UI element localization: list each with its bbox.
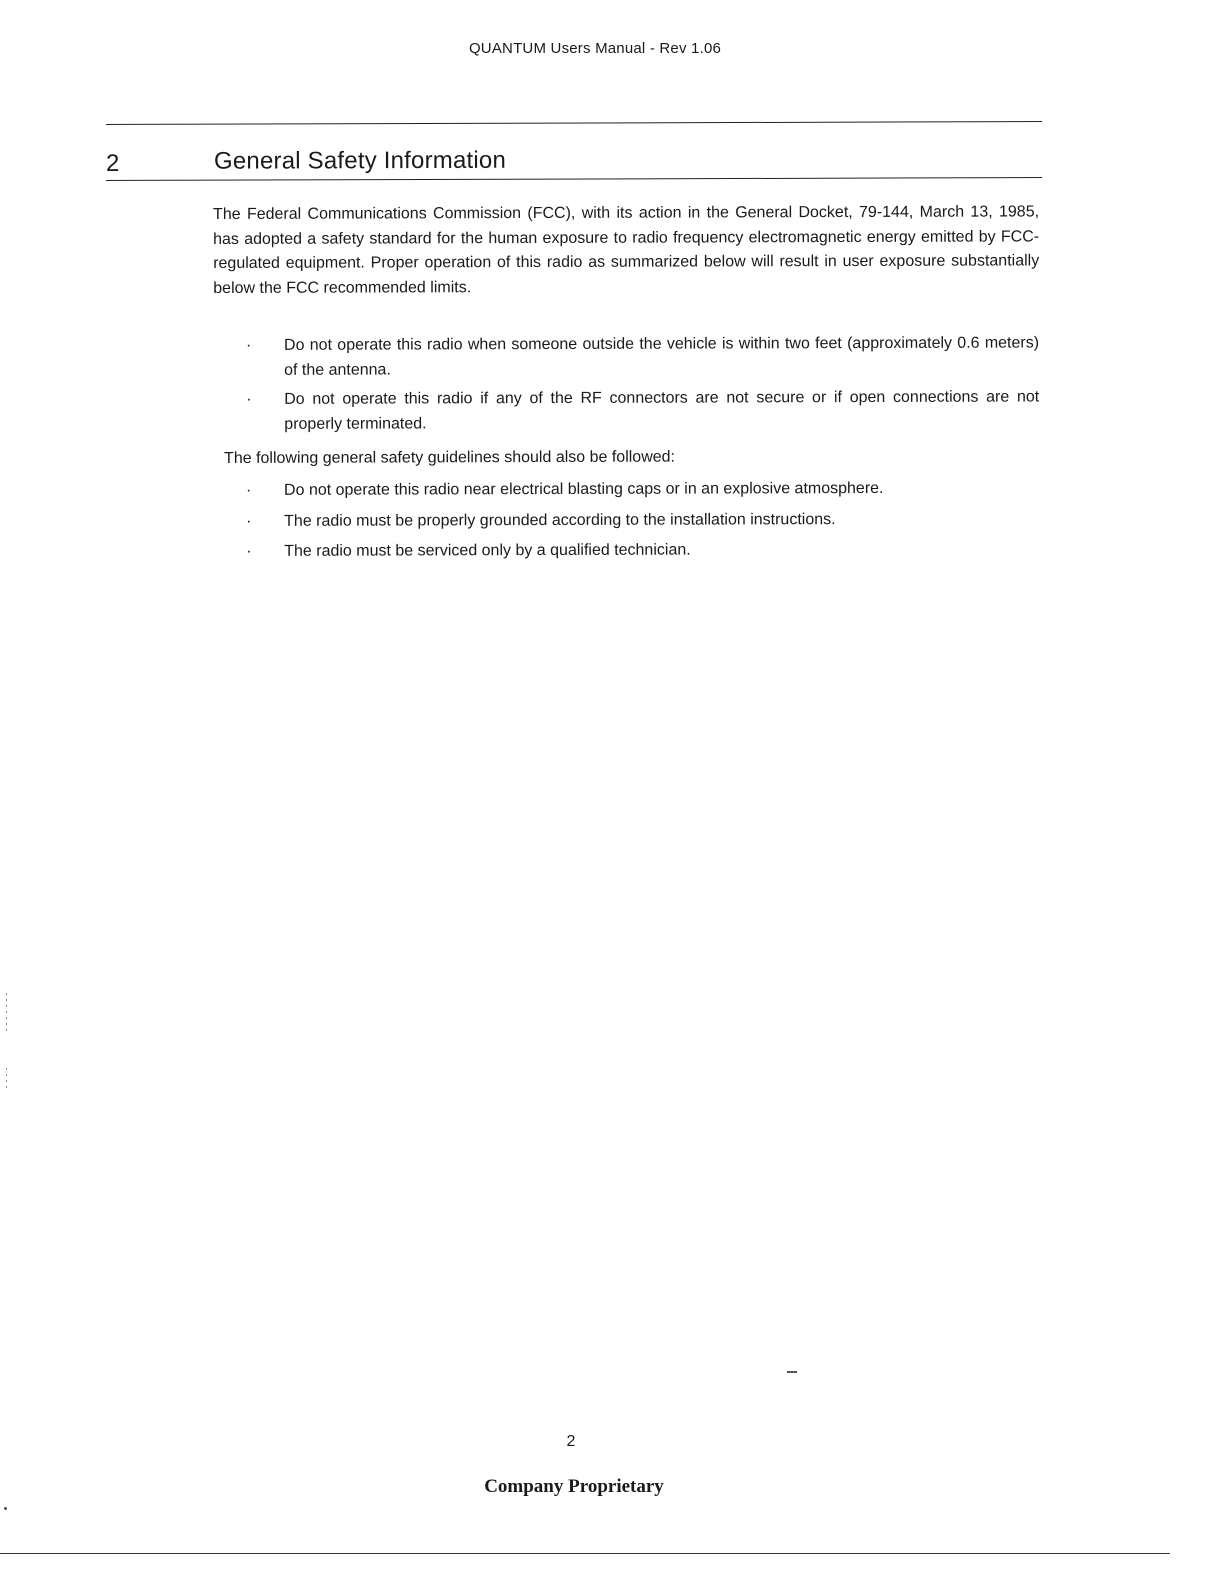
running-header: QUANTUM Users Manual - Rev 1.06 (468, 40, 722, 57)
margin-tick-marks (6, 1068, 7, 1088)
margin-tick-marks (6, 993, 7, 1035)
bullet-icon: · (246, 390, 252, 408)
footer-rule (0, 1553, 1170, 1554)
section-title: General Safety Information (213, 146, 507, 175)
section-heading (106, 145, 1042, 181)
bullet-icon: · (246, 336, 252, 354)
bullet-icon: · (246, 542, 252, 560)
bullet-text: Do not operate this radio when someone outside the vehicle is within two feet (approximately 0.6 meters) of the antenna. (284, 334, 1040, 379)
page-number: 2 (566, 1433, 576, 1450)
list-item (238, 507, 1039, 534)
bullet-icon: · (246, 481, 252, 499)
list-item (238, 385, 1039, 437)
bullet-text: Do not operate this radio near electrical blasting caps or in an explosive atmosphere. (284, 479, 884, 499)
bullet-text: The radio must be properly grounded according to the installation instructions. (284, 510, 836, 530)
guidelines-lead: The following general safety guidelines should also be followed: (224, 448, 676, 467)
exposure-bullet-list (238, 331, 1039, 442)
bullet-text: Do not operate this radio if any of the RF connectors are not secure or if open connections are not properly terminated. (284, 388, 1040, 433)
section-number: 2 (105, 149, 120, 177)
scan-speck (787, 1371, 797, 1373)
bullet-text: The radio must be serviced only by a qualified technician. (284, 541, 691, 560)
scan-speck (4, 1507, 7, 1510)
list-item (238, 476, 1039, 503)
footer-label: Company Proprietary (484, 1476, 664, 1497)
bullet-icon: · (246, 512, 252, 530)
list-item (238, 331, 1039, 383)
header-rule (106, 121, 1042, 125)
intro-paragraph: The Federal Communications Commission (FCC), with its action in the General Docket, 79-144, March 13, 1985, has adopted a safety standard for the human exposure to radio frequency electromagnetic energy emitted by FCC-regulated equipment. Proper operation of this radio as summarized below will result in user exposure substantially below the FCC recommended limits. (213, 203, 1040, 297)
list-item (238, 537, 1039, 564)
guideline-bullet-list (238, 476, 1039, 570)
